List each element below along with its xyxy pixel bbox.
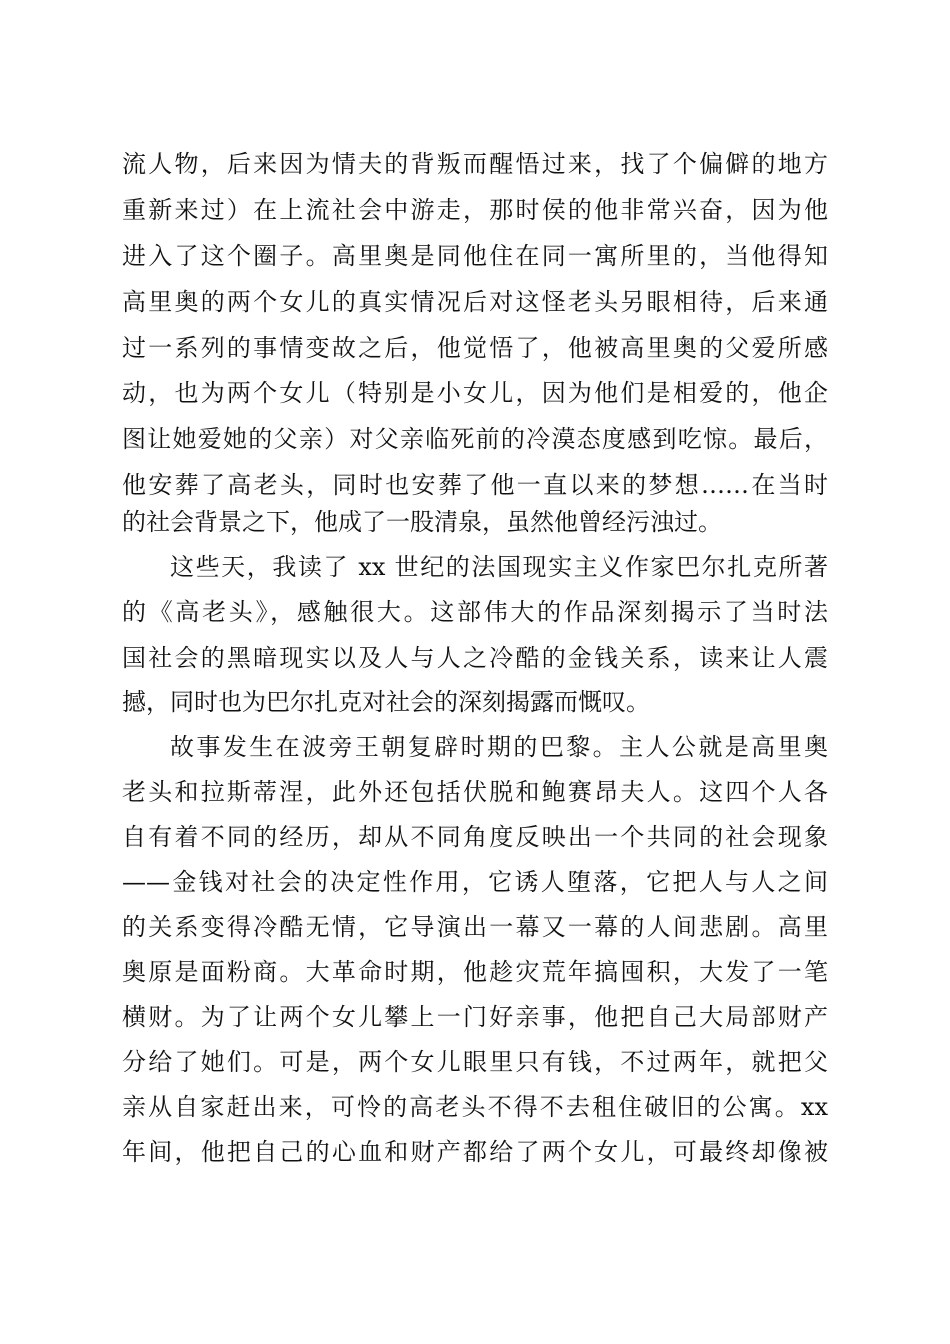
text-line: 横财。为了让两个女儿攀上一门好亲事，他把自己大局部财产	[122, 1003, 828, 1031]
text-line: 动，也为两个女儿（特别是小女儿，因为他们是相爱的，他企	[122, 379, 828, 407]
text-line: 国社会的黑暗现实以及人与人之冷酷的金钱关系，读来让人震	[122, 644, 828, 672]
text-line: 他安葬了高老头，同时也安葬了他一直以来的梦想……在当时	[122, 471, 828, 499]
text-line: 重新来过）在上流社会中游走，那时侯的他非常兴奋，因为他	[122, 196, 828, 224]
text-line: 奥原是面粉商。大革命时期，他趁灾荒年搞囤积，大发了一笔	[122, 958, 828, 986]
text-line: 图让她爱她的父亲）对父亲临死前的冷漠态度感到吃惊。最后，	[122, 425, 828, 453]
text-line: 流人物，后来因为情夫的背叛而醒悟过来，找了个偏僻的地方	[122, 150, 828, 178]
text-line: 自有着不同的经历，却从不同角度反映出一个共同的社会现象	[122, 823, 828, 851]
text-line: 老头和拉斯蒂涅，此外还包括伏脱和鲍赛昂夫人。这四个人各	[122, 778, 828, 806]
text-line: 分给了她们。可是，两个女儿眼里只有钱，不过两年，就把父	[122, 1048, 828, 1076]
text-line: 亲从自家赶出来，可怜的高老头不得不去租住破旧的公寓。xx	[122, 1093, 828, 1121]
text-line: ——金钱对社会的决定性作用，它诱人堕落，它把人与人之间	[122, 868, 828, 896]
text-line: 高里奥的两个女儿的真实情况后对这怪老头另眼相待，后来通	[122, 288, 828, 316]
text-line: 的《高老头》，感触很大。这部伟大的作品深刻揭示了当时法	[122, 598, 828, 626]
text-line: 的社会背景之下，他成了一股清泉，虽然他曾经污浊过。	[122, 508, 722, 536]
text-line: 撼，同时也为巴尔扎克对社会的深刻揭露而慨叹。	[122, 688, 650, 716]
paragraph-first-line: 故事发生在波旁王朝复辟时期的巴黎。主人公就是高里奥	[170, 733, 828, 761]
text-line: 进入了这个圈子。高里奥是同他住在同一寓所里的，当他得知	[122, 242, 828, 270]
text-line: 年间，他把自己的心血和财产都给了两个女儿，可最终却像被	[122, 1138, 828, 1166]
text-line: 过一系列的事情变故之后，他觉悟了，他被高里奥的父爱所感	[122, 334, 828, 362]
paragraph-first-line: 这些天，我读了 xx 世纪的法国现实主义作家巴尔扎克所著	[170, 553, 828, 581]
text-line: 的关系变得冷酷无情，它导演出一幕又一幕的人间悲剧。高里	[122, 913, 828, 941]
